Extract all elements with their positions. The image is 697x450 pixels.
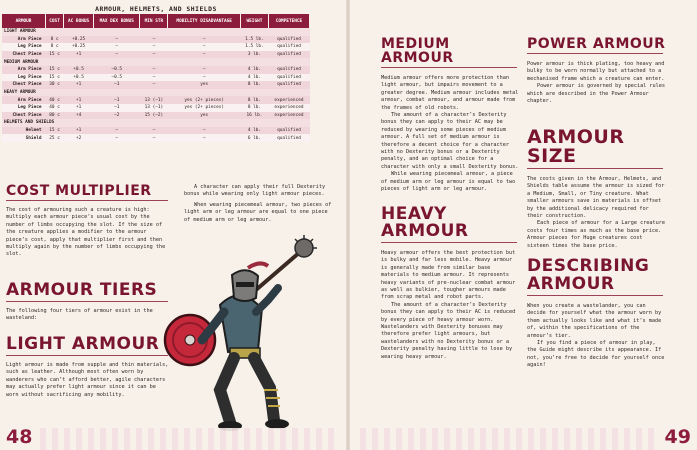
- table-header-cell: MOBILITY DISADVANTAGE: [168, 14, 241, 28]
- paragraph: The cost of armouring such a creature is high: multiply each armour piece’s usual cost by the number of limbs occupying the slot. If the size of the creature applies a modifier to the armour piece’s cost, apply that multiplier first and then multiply again by the number of limbs occupying the slot.: [6, 207, 166, 258]
- table-cell: qualified: [268, 36, 309, 44]
- table-cell: +4: [64, 112, 94, 120]
- paragraph: The amount of a character’s Dexterity bonus they can apply to their AC is reduced by every piece of heavy armour worn. Wastelanders with Dexterity bonuses may therefore prefer light armours, but wastelanders with no Dexterity bonus or a Dexterity penalty having little to lose by wearing heavy armour.: [381, 301, 516, 360]
- table-cell: –: [140, 43, 168, 51]
- table-cell: –2: [94, 112, 140, 120]
- table-row: [2, 51, 310, 59]
- table-cell: –0.5: [94, 74, 140, 82]
- table-row: [2, 81, 310, 89]
- table-cell: 15 c: [46, 74, 64, 82]
- table-header-cell: COMPETENCE: [268, 14, 309, 28]
- table-row: [2, 96, 310, 104]
- visor: [236, 282, 254, 287]
- describing-armour-text: [527, 303, 667, 370]
- table-category-cell: HELMETS AND SHIELDS: [2, 119, 310, 127]
- page-number-right: 49: [664, 426, 691, 448]
- medium-armour-text: [381, 75, 519, 194]
- heading-underline: [6, 200, 168, 201]
- table-title: ARMOUR, HELMETS, AND SHIELDS: [95, 5, 217, 13]
- heavy-armour-section: [381, 206, 523, 361]
- table-cell: –: [94, 127, 140, 135]
- table-cell: –: [168, 134, 241, 142]
- table-cell: 15 (–2): [140, 112, 168, 120]
- table-cell: –: [140, 134, 168, 142]
- table-cell: 3 lb.: [240, 51, 268, 59]
- table-cell: 8 lb.: [240, 104, 268, 112]
- table-cell: –1: [94, 96, 140, 104]
- table-cell: experienced: [268, 104, 309, 112]
- table-row: [2, 74, 310, 82]
- table-cell: –: [94, 43, 140, 51]
- table-header-cell: WEIGHT: [240, 14, 268, 28]
- table-cell: –: [140, 51, 168, 59]
- table-cell: –: [168, 51, 241, 59]
- heading-underline: [527, 168, 663, 169]
- heading-underline: [381, 242, 517, 243]
- table-cell: +1: [64, 127, 94, 135]
- table-cell: Arm Piece: [2, 96, 46, 104]
- table-cell: Chest Piece: [2, 112, 46, 120]
- table-cell: 13 (–1): [140, 104, 168, 112]
- table-header-row: [2, 14, 310, 28]
- table-cell: 15 c: [46, 66, 64, 74]
- armour-size-text: [527, 176, 667, 250]
- power-armour-heading: POWER ARMOUR: [527, 36, 666, 52]
- table-row: [2, 36, 310, 44]
- table-cell: +2: [64, 134, 94, 142]
- table-cell: qualified: [268, 127, 309, 135]
- table-cell: yes: [168, 81, 241, 89]
- table-cell: 4 lb.: [240, 66, 268, 74]
- table-cell: Arm Piece: [2, 36, 46, 44]
- table-cell: yes: [168, 112, 241, 120]
- table-cell: Shield: [2, 134, 46, 142]
- left-column-two-text: [184, 184, 334, 224]
- paragraph: Each piece of armour for a Large creature costs four times as much as the base price. Armour pieces for Huge creatures cost sixteen times the base price.: [527, 220, 666, 249]
- power-armour-text: [527, 61, 667, 105]
- right-arm: [256, 288, 278, 312]
- table-cell: –: [140, 127, 168, 135]
- heading-underline: [527, 53, 663, 54]
- light-armour-text: [6, 362, 170, 399]
- table-row: [2, 134, 310, 142]
- describing-armour-section: [527, 258, 673, 370]
- power-armour-section: [527, 37, 673, 105]
- table-category-row: [2, 89, 310, 97]
- heavy-armour-heading: HEAVY ARMOUR: [381, 204, 469, 241]
- paragraph: Power armour is thick plating, too heavy and bulky to be worn normally but attached to a mechanised frame which a creature can enter.: [527, 61, 665, 82]
- table-header-cell: COST: [46, 14, 64, 28]
- table-cell: 4 lb.: [240, 74, 268, 82]
- table-cell: experienced: [268, 96, 309, 104]
- table-cell: –0.5: [94, 66, 140, 74]
- table-cell: 15 c: [46, 127, 64, 135]
- table-cell: qualified: [268, 51, 309, 59]
- table-category-row: [2, 119, 310, 127]
- right-footer-band: [360, 428, 656, 450]
- table-cell: –1: [94, 104, 140, 112]
- table-cell: 8 c: [46, 43, 64, 51]
- table-cell: –: [168, 36, 241, 44]
- paragraph: Power armour is governed by special rules which are described in the Power Armour chapter.: [527, 83, 666, 105]
- table-cell: Leg Piece: [2, 104, 46, 112]
- left-leg: [220, 358, 234, 422]
- table-cell: –: [140, 36, 168, 44]
- heading-underline: [381, 67, 517, 68]
- table-cell: –1: [94, 81, 140, 89]
- medium-armour-heading: MEDIUM ARMOUR: [381, 36, 454, 66]
- table-cell: 8 lb.: [240, 81, 268, 89]
- table-cell: Arm Piece: [2, 66, 46, 74]
- table-cell: experienced: [268, 112, 309, 120]
- table-cell: +1: [64, 96, 94, 104]
- plume: [248, 263, 268, 268]
- paragraph: Medium armour offers more protection than light armour, but impairs movement to a greater degree. Medium armour includes metal armour, combat armour, and armour made from the frames of old robots.: [381, 75, 519, 111]
- table-cell: 13 (–1): [140, 96, 168, 104]
- table-category-row: [2, 28, 310, 36]
- paragraph: The following four tiers of armour exist in the wasteland:: [6, 308, 153, 322]
- table-row: [2, 66, 310, 74]
- table-category-cell: HEAVY ARMOUR: [2, 89, 310, 97]
- heading-underline: [527, 295, 663, 296]
- table-cell: 8 c: [46, 36, 64, 44]
- table-cell: –: [168, 66, 241, 74]
- table-cell: 16 lb.: [240, 112, 268, 120]
- table-cell: –: [168, 43, 241, 51]
- table-cell: +1: [64, 51, 94, 59]
- armour-tiers-heading: ARMOUR TIERS: [6, 280, 158, 300]
- left-footer-band: [40, 428, 336, 450]
- table-row: [2, 112, 310, 120]
- table-header-cell: MAX DEX BONUS: [94, 14, 140, 28]
- table-cell: +0.25: [64, 36, 94, 44]
- table-header-cell: MIN STR: [140, 14, 168, 28]
- paragraph: Light armour is made from supple and thin materials, such as leather. Although most often worn by wanderers who can’t afford better, agile characters may actually prefer light armour since it can be worn without sacrificing any mobility.: [6, 362, 169, 398]
- table-cell: 80 c: [46, 112, 64, 120]
- table-header-cell: AC BONUS: [64, 14, 94, 28]
- table-cell: +0.5: [64, 74, 94, 82]
- table-cell: qualified: [268, 134, 309, 142]
- paragraph: The costs given in the Armour, Helmets, and Shields table assume the armour is sized for a Medium, Small, or Tiny creature. What smaller armours save in materials is offset by the additional delicacy required for their construction.: [527, 176, 665, 220]
- table-cell: yes (2+ pieces): [168, 104, 241, 112]
- table-cell: –: [140, 81, 168, 89]
- table-category-row: [2, 58, 310, 66]
- armour-tiers-text: [6, 308, 170, 323]
- table-cell: +1: [64, 104, 94, 112]
- table-cell: Helmet: [2, 127, 46, 135]
- table-cell: –: [94, 134, 140, 142]
- table-cell: Chest Piece: [2, 81, 46, 89]
- table-header-cell: ARMOUR: [2, 14, 46, 28]
- cost-multiplier-text: [6, 207, 170, 259]
- table-cell: 6 lb.: [240, 134, 268, 142]
- table-cell: 40 c: [46, 96, 64, 104]
- medium-armour-section: [381, 37, 523, 194]
- table-cell: 40 c: [46, 104, 64, 112]
- armour-size-section: [527, 128, 673, 250]
- table-cell: –: [168, 74, 241, 82]
- heavy-armour-text: [381, 250, 519, 361]
- cost-multiplier-heading: COST MULTIPLIER: [6, 183, 152, 199]
- paragraph: When you create a wastelander, you can decide for yourself what the armour worn by them actually looks like and what it’s made of, within the specifications of the armour’s tier.: [527, 303, 662, 339]
- table-cell: +0.5: [64, 66, 94, 74]
- armoured-warrior-illustration: [150, 230, 350, 440]
- table-cell: 4 lb.: [240, 127, 268, 135]
- table-cell: Leg Piece: [2, 74, 46, 82]
- table-cell: Leg Piece: [2, 43, 46, 51]
- table-cell: qualified: [268, 43, 309, 51]
- table-cell: –: [94, 51, 140, 59]
- light-armour-heading: LIGHT ARMOUR: [6, 334, 160, 354]
- table-cell: 8 lb.: [240, 96, 268, 104]
- table-row: [2, 43, 310, 51]
- paragraph: Heavy armour offers the best protection but is bulky and far less mobile. Heavy armour is generally made from similar base materials to medium armour. It represents heavy variants of pre-nuclear combat armour as well as bulkier, tougher armours made from scrap metal and robot parts.: [381, 250, 516, 301]
- table-cell: yes (2+ pieces): [168, 96, 241, 104]
- paragraph: When wearing piecemeal armour, two pieces of light arm or leg armour are equal to one piece of medium arm or leg armour.: [184, 201, 332, 223]
- heading-underline: [6, 301, 168, 302]
- table-cell: +1: [64, 81, 94, 89]
- table-cell: qualified: [268, 74, 309, 82]
- table-cell: –: [94, 36, 140, 44]
- paragraph: A character can apply their full Dexterity bonus while wearing only light armour pieces.: [184, 184, 326, 198]
- table-row: [2, 104, 310, 112]
- table-cell: 30 c: [46, 81, 64, 89]
- describing-armour-heading-line2: ARMOUR: [527, 274, 615, 294]
- paragraph: If you find a piece of armour in play, the Guide might describe its appearance. If not, you’re free to decide for yourself once again!: [527, 340, 665, 369]
- table-category-cell: MEDIUM ARMOUR: [2, 58, 310, 66]
- table-cell: –: [140, 66, 168, 74]
- armour-size-heading: ARMOUR SIZE: [527, 126, 625, 167]
- table-cell: qualified: [268, 81, 309, 89]
- armour-table: [2, 14, 310, 142]
- torso: [220, 295, 262, 352]
- table-cell: –: [168, 127, 241, 135]
- table-cell: 15 c: [46, 51, 64, 59]
- describing-armour-heading-line1: DESCRIBING: [527, 256, 650, 276]
- table-cell: +0.25: [64, 43, 94, 51]
- table-row: [2, 127, 310, 135]
- table-cell: 1.5 lb.: [240, 36, 268, 44]
- paragraph: The amount of a character’s Dexterity bonus they can apply to their AC may be reduced by wearing some pieces of medium armour. A full set of medium armour is therefore a decent choice for a character with no Dexterity bonus or a Dexterity penalty, and an optimal choice for a character with only a small Dexterity bonus.: [381, 112, 519, 170]
- table-cell: –: [140, 74, 168, 82]
- heading-underline: [6, 355, 168, 356]
- table-cell: 25 c: [46, 134, 64, 142]
- table-cell: 1.5 lb.: [240, 43, 268, 51]
- page-number-left: 48: [6, 426, 33, 448]
- paragraph: While wearing piecemeal armour, a piece of medium arm or leg armour is equal to two pieces of light arm or leg armour.: [381, 171, 516, 193]
- table-cell: Chest Piece: [2, 51, 46, 59]
- table-category-cell: LIGHT ARMOUR: [2, 28, 310, 36]
- table-cell: qualified: [268, 66, 309, 74]
